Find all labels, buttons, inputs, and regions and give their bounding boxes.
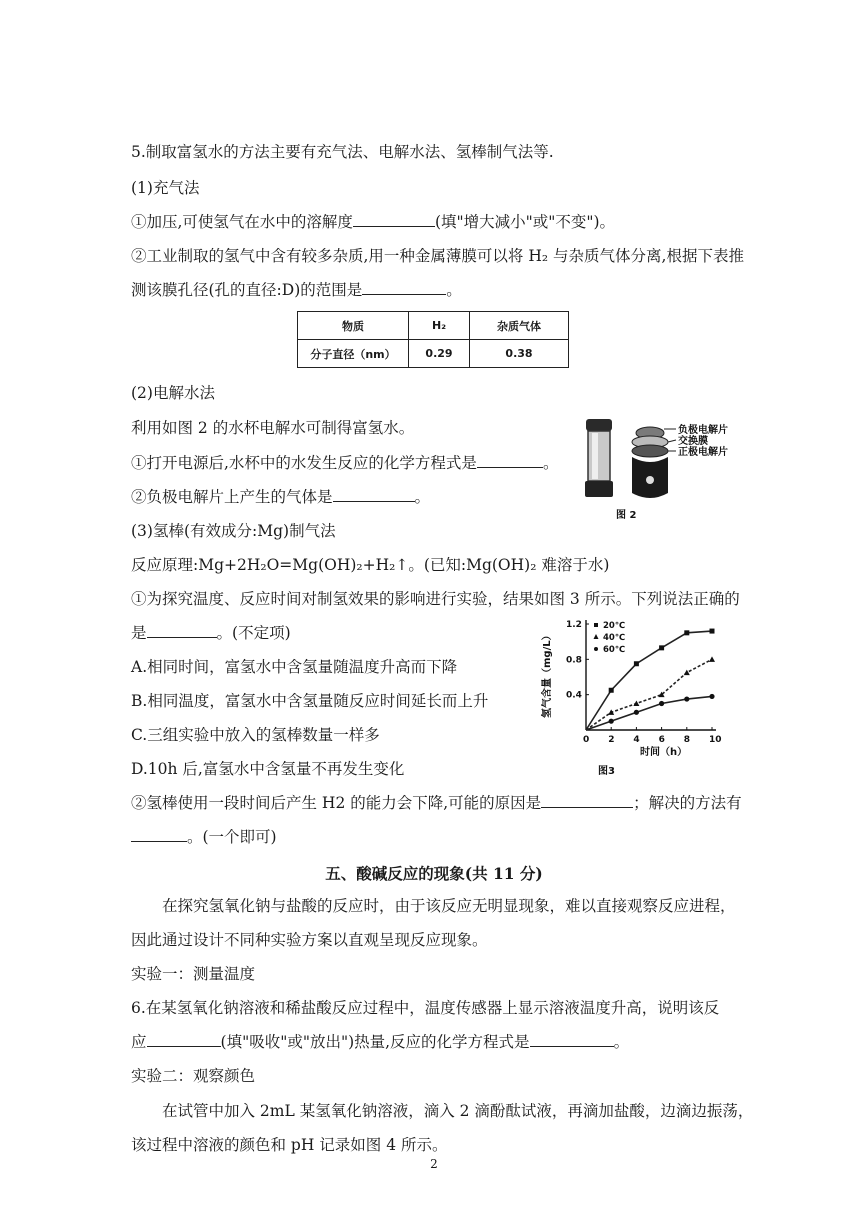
q6-line2 bbox=[131, 1032, 629, 1052]
chart-ylabel: 氢气含量（mg/L） bbox=[542, 630, 553, 718]
figure-2-cup-diagram bbox=[580, 415, 740, 523]
answer-blank[interactable] bbox=[147, 1032, 221, 1047]
part2-q1-text: ①打开电源后,水杯中的水发生反应的化学方程式是 bbox=[131, 454, 477, 472]
legend-label: 40℃ bbox=[603, 633, 626, 643]
table-header-row bbox=[298, 312, 569, 340]
part3-question1-line2 bbox=[131, 623, 291, 643]
data-point bbox=[659, 645, 664, 650]
table-header: 物质 bbox=[298, 312, 409, 340]
part2-q1-end: 。 bbox=[542, 454, 559, 472]
legend-label: 60℃ bbox=[603, 645, 626, 655]
answer-blank[interactable] bbox=[477, 453, 543, 468]
x-tick-label: 4 bbox=[633, 735, 640, 745]
q6-end: 。 bbox=[613, 1033, 630, 1051]
part3-q1-text: 是 bbox=[131, 624, 147, 642]
part1-q1-hint: (填"增大减小"或"不变")。 bbox=[434, 213, 616, 231]
part2-q2-text: ②负极电解片上产生的气体是 bbox=[131, 488, 333, 506]
option-b: B.相同温度，富氢水中含氢量随反应时间延长而上升 bbox=[131, 692, 489, 710]
x-tick-label: 2 bbox=[608, 735, 615, 745]
figure-3-chart bbox=[540, 612, 730, 780]
part2-intro: 利用如图 2 的水杯电解水可制得富氢水。 bbox=[131, 419, 415, 437]
data-point bbox=[684, 630, 689, 635]
legend-marker bbox=[594, 647, 598, 651]
part3-question2-line1 bbox=[131, 793, 742, 813]
part3-q2-text: ②氢棒使用一段时间后产生 H2 的能力会下降,可能的原因是 bbox=[131, 794, 542, 812]
y-tick-label: 1.2 bbox=[566, 620, 582, 630]
sec5-intro-line2: 因此通过设计不同种实验方案以直观呈现反应现象。 bbox=[131, 931, 488, 949]
y-tick-label: 0.8 bbox=[566, 655, 582, 666]
answer-blank[interactable] bbox=[333, 487, 415, 502]
experiment-2-title: 实验二：观察颜色 bbox=[131, 1067, 256, 1085]
answer-blank[interactable] bbox=[530, 1032, 614, 1047]
experiment-1-title: 实验一：测量温度 bbox=[131, 965, 256, 983]
electrode-assembly-icon bbox=[632, 427, 676, 498]
data-point bbox=[609, 688, 614, 693]
q6-line1: 6.在某氢氧化钠溶液和稀盐酸反应过程中，温度传感器上显示溶液温度升高，说明该反 bbox=[131, 999, 720, 1017]
table-cell: 0.38 bbox=[470, 340, 569, 368]
answer-blank[interactable] bbox=[147, 623, 217, 638]
data-point bbox=[710, 629, 715, 634]
section-title: 五、酸碱反应的现象(共 11 分) bbox=[325, 864, 543, 883]
x-tick-label: 6 bbox=[658, 735, 665, 745]
part2-question2 bbox=[131, 487, 430, 507]
part1-question2-line2 bbox=[131, 280, 462, 300]
option-a: A.相同时间，富氢水中含氢量随温度升高而下降 bbox=[131, 658, 458, 676]
answer-blank[interactable] bbox=[541, 793, 633, 808]
part1-q2-end: 。 bbox=[446, 281, 462, 299]
answer-blank[interactable] bbox=[362, 280, 446, 295]
fig2-caption: 图 2 bbox=[616, 510, 637, 521]
data-point bbox=[709, 694, 714, 699]
x-tick-label: 8 bbox=[683, 735, 691, 745]
part3-question2-line2 bbox=[131, 827, 277, 847]
data-point bbox=[634, 710, 639, 715]
q5-intro: 5.制取富氢水的方法主要有充气法、电解水法、氢棒制气法等. bbox=[131, 143, 554, 161]
chart-xlabel: 时间（h） bbox=[640, 747, 688, 758]
part3-q1-hint: 。(不定项) bbox=[216, 624, 291, 642]
part3-question1-line1: ①为探究温度、反应时间对制氢效果的影响进行实验，结果如图 3 所示。下列说法正确的 bbox=[131, 590, 740, 608]
part1-title: (1)充气法 bbox=[131, 179, 200, 197]
part1-question2-line1: ②工业制取的氢气中含有较多杂质,用一种金属薄膜可以将 H₂ 与杂质气体分离,根据下表推 bbox=[131, 247, 744, 265]
table-row bbox=[298, 340, 569, 368]
table-row-label: 分子直径（nm） bbox=[298, 340, 409, 368]
table-cell: 0.29 bbox=[409, 340, 470, 368]
part2-q2-end: 。 bbox=[414, 488, 431, 506]
data-point bbox=[709, 656, 715, 662]
legend-marker bbox=[594, 623, 598, 627]
q6-text2: (填"吸收"或"放出")热量,反应的化学方程式是 bbox=[220, 1033, 530, 1051]
fig2-label: 负极电解片 bbox=[678, 425, 728, 436]
data-point bbox=[633, 701, 639, 707]
answer-blank[interactable] bbox=[353, 212, 435, 227]
chart-caption: 图3 bbox=[598, 766, 615, 777]
option-d: D.10h 后,富氢水中含氢量不再发生变化 bbox=[131, 760, 405, 778]
exp2-line1: 在试管中加入 2mL 某氢氧化钠溶液，滴入 2 滴酚酞试液，再滴加盐酸，边滴边振荡， bbox=[162, 1102, 754, 1120]
fig2-label: 交换膜 bbox=[678, 436, 708, 447]
x-tick-label: 10 bbox=[709, 735, 722, 745]
part2-question1 bbox=[131, 453, 558, 473]
fig2-label: 正极电解片 bbox=[678, 447, 728, 458]
part3-q2-text2: ；解决的方法有 bbox=[633, 794, 742, 812]
data-point bbox=[634, 661, 639, 666]
chart-axes bbox=[566, 620, 722, 745]
data-point bbox=[684, 670, 690, 676]
legend-marker bbox=[594, 634, 599, 639]
option-c: C.三组实验中放入的氢棒数量一样多 bbox=[131, 726, 380, 744]
water-cup-icon bbox=[585, 419, 613, 497]
part1-question1 bbox=[131, 212, 615, 232]
table-header: 杂质气体 bbox=[470, 312, 569, 340]
sec5-intro-line1: 在探究氢氧化钠与盐酸的反应时，由于该反应无明显现象，难以直接观察反应进程， bbox=[162, 897, 736, 915]
exp2-line2: 该过程中溶液的颜色和 pH 记录如图 4 所示。 bbox=[131, 1136, 448, 1154]
q6-text: 应 bbox=[131, 1033, 147, 1051]
legend-label: 20℃ bbox=[603, 621, 626, 631]
data-point bbox=[684, 696, 689, 701]
part3-q2-end: 。(一个即可) bbox=[187, 828, 277, 846]
y-tick-label: 0.4 bbox=[566, 690, 582, 701]
series-line bbox=[586, 659, 712, 730]
chart-legend bbox=[594, 621, 626, 655]
part1-q1-text: ①加压,可使氢气在水中的溶解度 bbox=[131, 213, 353, 231]
page-number: 2 bbox=[430, 1157, 438, 1171]
part3-title: (3)氢棒(有效成分:Mg)制气法 bbox=[131, 522, 336, 540]
part3-principle: 反应原理:Mg+2H₂O=Mg(OH)₂+H₂↑。(已知:Mg(OH)₂ 难溶于水) bbox=[131, 556, 610, 574]
part1-q2-text: 测该膜孔径(孔的直径:D)的范围是 bbox=[131, 281, 363, 299]
table-header: H₂ bbox=[409, 312, 470, 340]
data-point bbox=[659, 701, 664, 706]
data-point bbox=[609, 719, 614, 724]
x-tick-label: 0 bbox=[583, 735, 590, 745]
chart-series bbox=[586, 629, 715, 730]
part2-title: (2)电解水法 bbox=[131, 384, 215, 402]
molecule-diameter-table bbox=[297, 311, 569, 368]
answer-blank[interactable] bbox=[131, 827, 187, 842]
